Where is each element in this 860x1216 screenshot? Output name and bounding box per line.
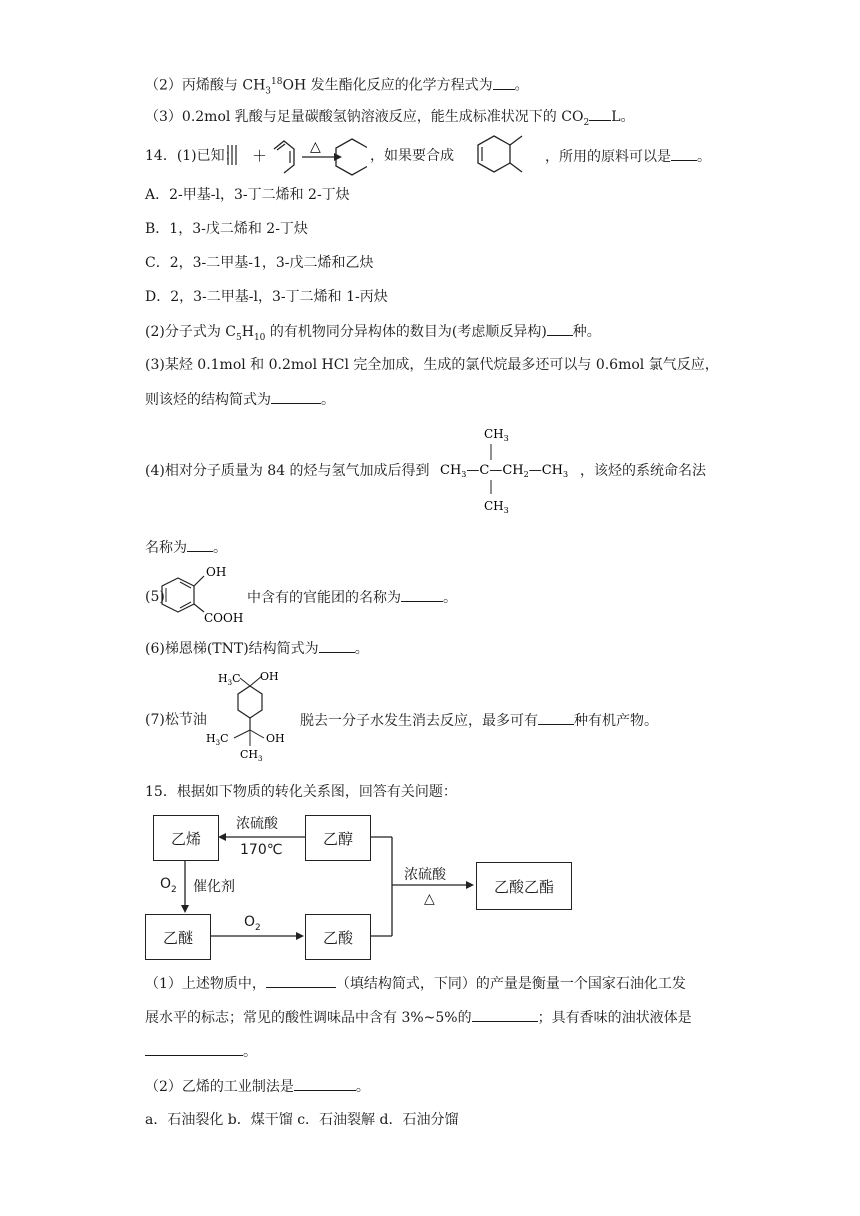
box-acid: 乙酸 bbox=[305, 914, 371, 960]
answer-blank[interactable] bbox=[472, 1007, 538, 1022]
option-c[interactable]: C．2，3-二甲基-1，3-戊二烯和乙炔 bbox=[145, 255, 374, 271]
text: (6)梯恩梯(TNT)结构简式为 bbox=[145, 641, 319, 657]
sub: 5 bbox=[236, 332, 242, 343]
text: （2）丙烯酸与 CH bbox=[145, 77, 266, 94]
box-ethylene: 乙烯 bbox=[153, 815, 219, 861]
question-15-title: 15．根据如下物质的转化关系图，回答有关问题： bbox=[145, 784, 457, 800]
oh-top: OH bbox=[260, 670, 279, 683]
box-ether: 乙醚 bbox=[145, 914, 211, 960]
answer-blank[interactable] bbox=[294, 1076, 356, 1091]
text: 。 bbox=[443, 590, 457, 606]
text: 名称为 bbox=[145, 540, 187, 556]
text: 脱去一分子水发生消去反应，最多可有 bbox=[300, 713, 538, 729]
sub: 2 bbox=[255, 922, 261, 933]
text: 。 bbox=[243, 1044, 257, 1060]
text: （填结构简式，下同）的产量是衡量一个国家石油化工发 bbox=[335, 976, 686, 992]
label-o2-mid bbox=[244, 914, 261, 933]
main-chain: $CH_3—C—CH_2—CH_3$ bbox=[440, 463, 569, 479]
h3c-bottom: $H_3C$ bbox=[206, 732, 229, 747]
question-15-part-1b bbox=[145, 1007, 692, 1028]
text: O bbox=[160, 876, 172, 892]
h3c-top: $H_3C$ bbox=[218, 672, 241, 687]
ch3-top: $CH_3$ bbox=[484, 427, 509, 443]
text: 。 bbox=[355, 1079, 370, 1095]
label-catalyst: 催化剂 bbox=[193, 879, 235, 895]
box-ester: 乙酸乙酯 bbox=[476, 862, 572, 910]
text: (2)分子式为 C bbox=[145, 324, 236, 340]
oh-bottom: OH bbox=[266, 732, 285, 745]
question-14-part-3: (3)某烃 0.1mol 和 0.2mol HCl 完全加成，生成的氯代烷最多还可以与 0.6mol 氯气反应， bbox=[145, 357, 719, 373]
text: ；具有香味的油状液体是 bbox=[537, 1010, 692, 1026]
ch3-low: $CH_3$ bbox=[240, 748, 263, 763]
text: 。 bbox=[514, 77, 529, 94]
ch3-bottom: $CH_3$ bbox=[484, 499, 509, 514]
text: O bbox=[244, 914, 256, 930]
oh-label: OH bbox=[206, 565, 227, 579]
text: OH 发生酯化反应的化学方程式为 bbox=[282, 77, 493, 94]
option-b[interactable]: B．1，3-戊二烯和 2-丁炔 bbox=[145, 221, 308, 237]
text: ，该烃的系统命名法 bbox=[580, 463, 706, 479]
text: 种有机产物。 bbox=[574, 713, 658, 729]
text: 。 bbox=[354, 641, 369, 657]
question-15-part-2 bbox=[145, 1076, 370, 1097]
sub: 3 bbox=[265, 86, 272, 97]
text: 展水平的标志；常见的酸性调味品中含有 3%~5%的 bbox=[145, 1010, 472, 1026]
text: ，如果要合成 bbox=[370, 148, 454, 164]
label-conc-h2so4-right: 浓硫酸 bbox=[404, 867, 446, 883]
sub: 2 bbox=[171, 884, 177, 895]
delta-sign: △ bbox=[310, 139, 321, 155]
answer-blank[interactable] bbox=[145, 1041, 243, 1056]
label-delta: △ bbox=[424, 891, 435, 907]
question-15-part-1c bbox=[145, 1041, 257, 1062]
text: 。 bbox=[213, 540, 227, 556]
label-conc-h2so4-top: 浓硫酸 bbox=[236, 816, 278, 832]
text: 中含有的官能团的名称为 bbox=[247, 590, 401, 606]
option-a[interactable]: A．2-甲基-l，3-丁二烯和 2-丁炔 bbox=[145, 187, 350, 203]
question-15-part-1a bbox=[145, 973, 686, 994]
text: 的有机物同分异构体的数目为(考虑顺反异构) bbox=[265, 324, 547, 340]
text: (5) bbox=[145, 589, 165, 605]
plus-sign: ＋ bbox=[252, 147, 268, 165]
sub: 10 bbox=[253, 332, 266, 343]
text: （2）乙烯的工业制法是 bbox=[145, 1079, 294, 1095]
question-15-part-2-options: a．石油裂化 b．煤干馏 c．石油裂解 d．石油分馏 bbox=[145, 1112, 459, 1128]
cooh-label: COOH bbox=[204, 611, 244, 625]
answer-blank[interactable] bbox=[266, 973, 336, 988]
text: L。 bbox=[611, 109, 635, 125]
text: 。 bbox=[697, 149, 711, 165]
sup: 18 bbox=[271, 77, 283, 87]
text: ，所用的原料可以是 bbox=[545, 149, 671, 165]
text: （1）上述物质中， bbox=[145, 976, 266, 992]
box-ethanol: 乙醇 bbox=[305, 815, 371, 861]
text: 14．(1)已知： bbox=[145, 148, 239, 164]
text: (4)相对分子质量为 84 的烃与氢气加成后得到 bbox=[145, 463, 430, 479]
text: 种。 bbox=[572, 324, 601, 340]
text: H bbox=[241, 324, 254, 340]
label-o2-left bbox=[160, 876, 177, 895]
option-d[interactable]: D．2，3-二甲基-l，3-丁二烯和 1-丙炔 bbox=[145, 289, 388, 305]
text: (7)松节油 bbox=[145, 712, 207, 728]
text: （3）0.2mol 乳酸与足量碳酸氢钠溶液反应，能生成标准状况下的 CO bbox=[145, 109, 584, 125]
sub: 2 bbox=[583, 117, 590, 128]
text: 则该烃的结构简式为 bbox=[145, 392, 271, 408]
text: 。 bbox=[321, 392, 335, 408]
label-170c: 170℃ bbox=[240, 842, 283, 858]
